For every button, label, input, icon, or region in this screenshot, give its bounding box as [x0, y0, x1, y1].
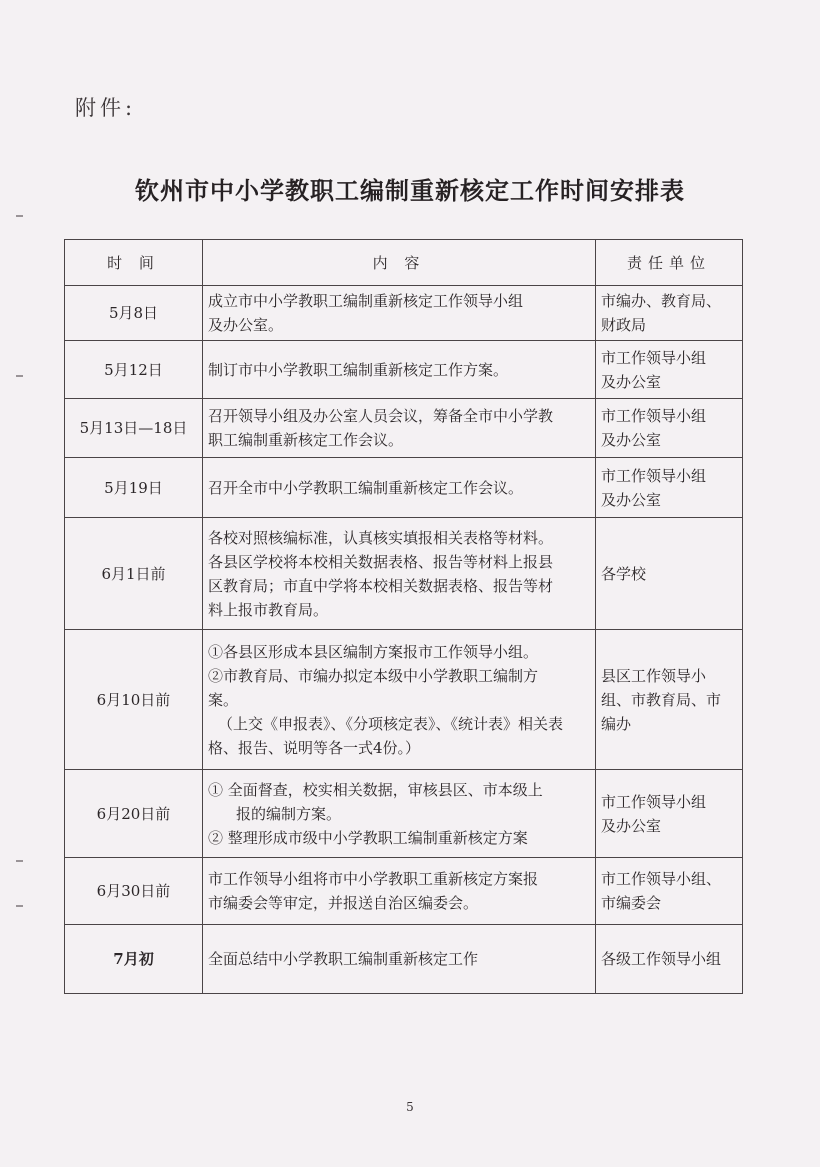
time-cell: 5月8日	[65, 286, 203, 341]
content-line: 召开全市中小学教职工编制重新核定工作会议。	[208, 478, 524, 497]
content-line: ②市教育局、市编办拟定本级中小学教职工编制方	[208, 666, 539, 685]
unit-line: 市工作领导小组、	[601, 870, 722, 888]
table-row	[65, 286, 743, 341]
unit-cell	[596, 286, 743, 341]
unit-line: 市编委会	[601, 894, 662, 912]
content-line: 成立市中小学教职工编制重新核定工作领导小组	[208, 292, 524, 310]
table-row	[65, 399, 743, 458]
unit-cell	[596, 770, 743, 858]
table-row	[65, 458, 743, 518]
content-line: ① 全面督查，校实相关数据，审核县区、市本级上	[208, 780, 543, 799]
content-line: 及办公室。	[208, 316, 284, 334]
unit-cell	[596, 458, 743, 518]
time-cell: 5月19日	[65, 458, 203, 518]
column-header-content: 内 容	[203, 240, 596, 286]
unit-cell	[596, 341, 743, 399]
time-cell: 5月12日	[65, 341, 203, 399]
unit-line: 及办公室	[601, 372, 662, 391]
unit-line: 市工作领导小组	[601, 792, 707, 811]
time-cell: 6月30日前	[65, 858, 203, 925]
content-cell	[203, 925, 596, 994]
content-line: 市编委会等审定，并报送自治区编委会。	[208, 894, 479, 912]
unit-line: 编办	[601, 714, 632, 733]
content-cell	[203, 458, 596, 518]
content-cell	[203, 858, 596, 925]
content-line: （上交《申报表》、《分项核定表》、《统计表》相关表	[218, 714, 564, 733]
content-line: 召开领导小组及办公室人员会议，筹备全市中小学教	[208, 407, 554, 425]
content-line: 报的编制方案。	[236, 804, 342, 823]
unit-cell	[596, 630, 743, 770]
table-row	[65, 518, 743, 630]
unit-line: 市工作领导小组	[601, 348, 707, 367]
unit-line: 县区工作领导小	[601, 666, 707, 685]
content-cell	[203, 518, 596, 630]
content-line: ② 整理形成市级中小学教职工编制重新核定方案	[208, 828, 528, 847]
attachment-label: 附件:	[75, 96, 137, 120]
table-row	[65, 770, 743, 858]
header-row	[65, 240, 743, 286]
unit-line: 及办公室	[601, 490, 662, 509]
content-line: 职工编制重新核定工作会议。	[208, 431, 404, 449]
table-row	[65, 341, 743, 399]
content-line: 全面总结中小学教职工编制重新核定工作	[208, 950, 479, 968]
schedule-table	[64, 239, 743, 994]
scan-mark	[16, 860, 23, 862]
content-cell	[203, 770, 596, 858]
content-line: 制订市中小学教职工编制重新核定工作方案。	[208, 360, 509, 379]
content-line: 料上报市教育局。	[208, 600, 329, 619]
unit-line: 市工作领导小组	[601, 407, 707, 425]
content-line: 格、报告、说明等各一式4份。）	[208, 738, 421, 757]
table-row	[65, 925, 743, 994]
scan-mark	[16, 215, 23, 217]
table-row	[65, 858, 743, 925]
unit-line: 各级工作领导小组	[601, 950, 722, 968]
content-line: 区教育局；市直中学将本校相关数据表格、报告等材	[208, 576, 554, 595]
time-cell: 6月1日前	[65, 518, 203, 630]
unit-cell	[596, 925, 743, 994]
unit-line: 财政局	[601, 316, 647, 334]
content-line: 案。	[208, 690, 239, 709]
time-cell: 6月10日前	[65, 630, 203, 770]
content-line: 市工作领导小组将市中小学教职工重新核定方案报	[208, 870, 539, 888]
column-header-time: 时 间	[65, 240, 203, 286]
content-line: 各县区学校将本校相关数据表格、报告等材料上报县	[208, 552, 554, 571]
unit-line: 及办公室	[601, 431, 662, 449]
unit-line: 组、市教育局、市	[601, 690, 722, 709]
scan-mark	[16, 905, 23, 907]
unit-cell	[596, 518, 743, 630]
unit-line: 市工作领导小组	[601, 466, 707, 485]
content-line: ①各县区形成本县区编制方案报市工作领导小组。	[208, 642, 539, 661]
time-cell: 7月初	[65, 925, 203, 994]
content-cell	[203, 286, 596, 341]
content-cell	[203, 399, 596, 458]
page-number: 5	[406, 1100, 414, 1114]
unit-line: 各学校	[601, 564, 647, 583]
document-title: 钦州市中小学教职工编制重新核定工作时间安排表	[135, 177, 685, 205]
unit-line: 市编办、教育局、	[601, 292, 722, 310]
unit-cell	[596, 399, 743, 458]
scan-mark	[16, 375, 23, 377]
unit-line: 及办公室	[601, 816, 662, 835]
time-cell: 6月20日前	[65, 770, 203, 858]
column-header-unit: 责任单位	[596, 240, 743, 286]
unit-cell	[596, 858, 743, 925]
time-cell: 5月13日—18日	[65, 399, 203, 458]
table-row	[65, 630, 743, 770]
content-cell	[203, 341, 596, 399]
content-cell	[203, 630, 596, 770]
content-line: 各校对照核编标准，认真核实填报相关表格等材料。	[208, 528, 554, 547]
